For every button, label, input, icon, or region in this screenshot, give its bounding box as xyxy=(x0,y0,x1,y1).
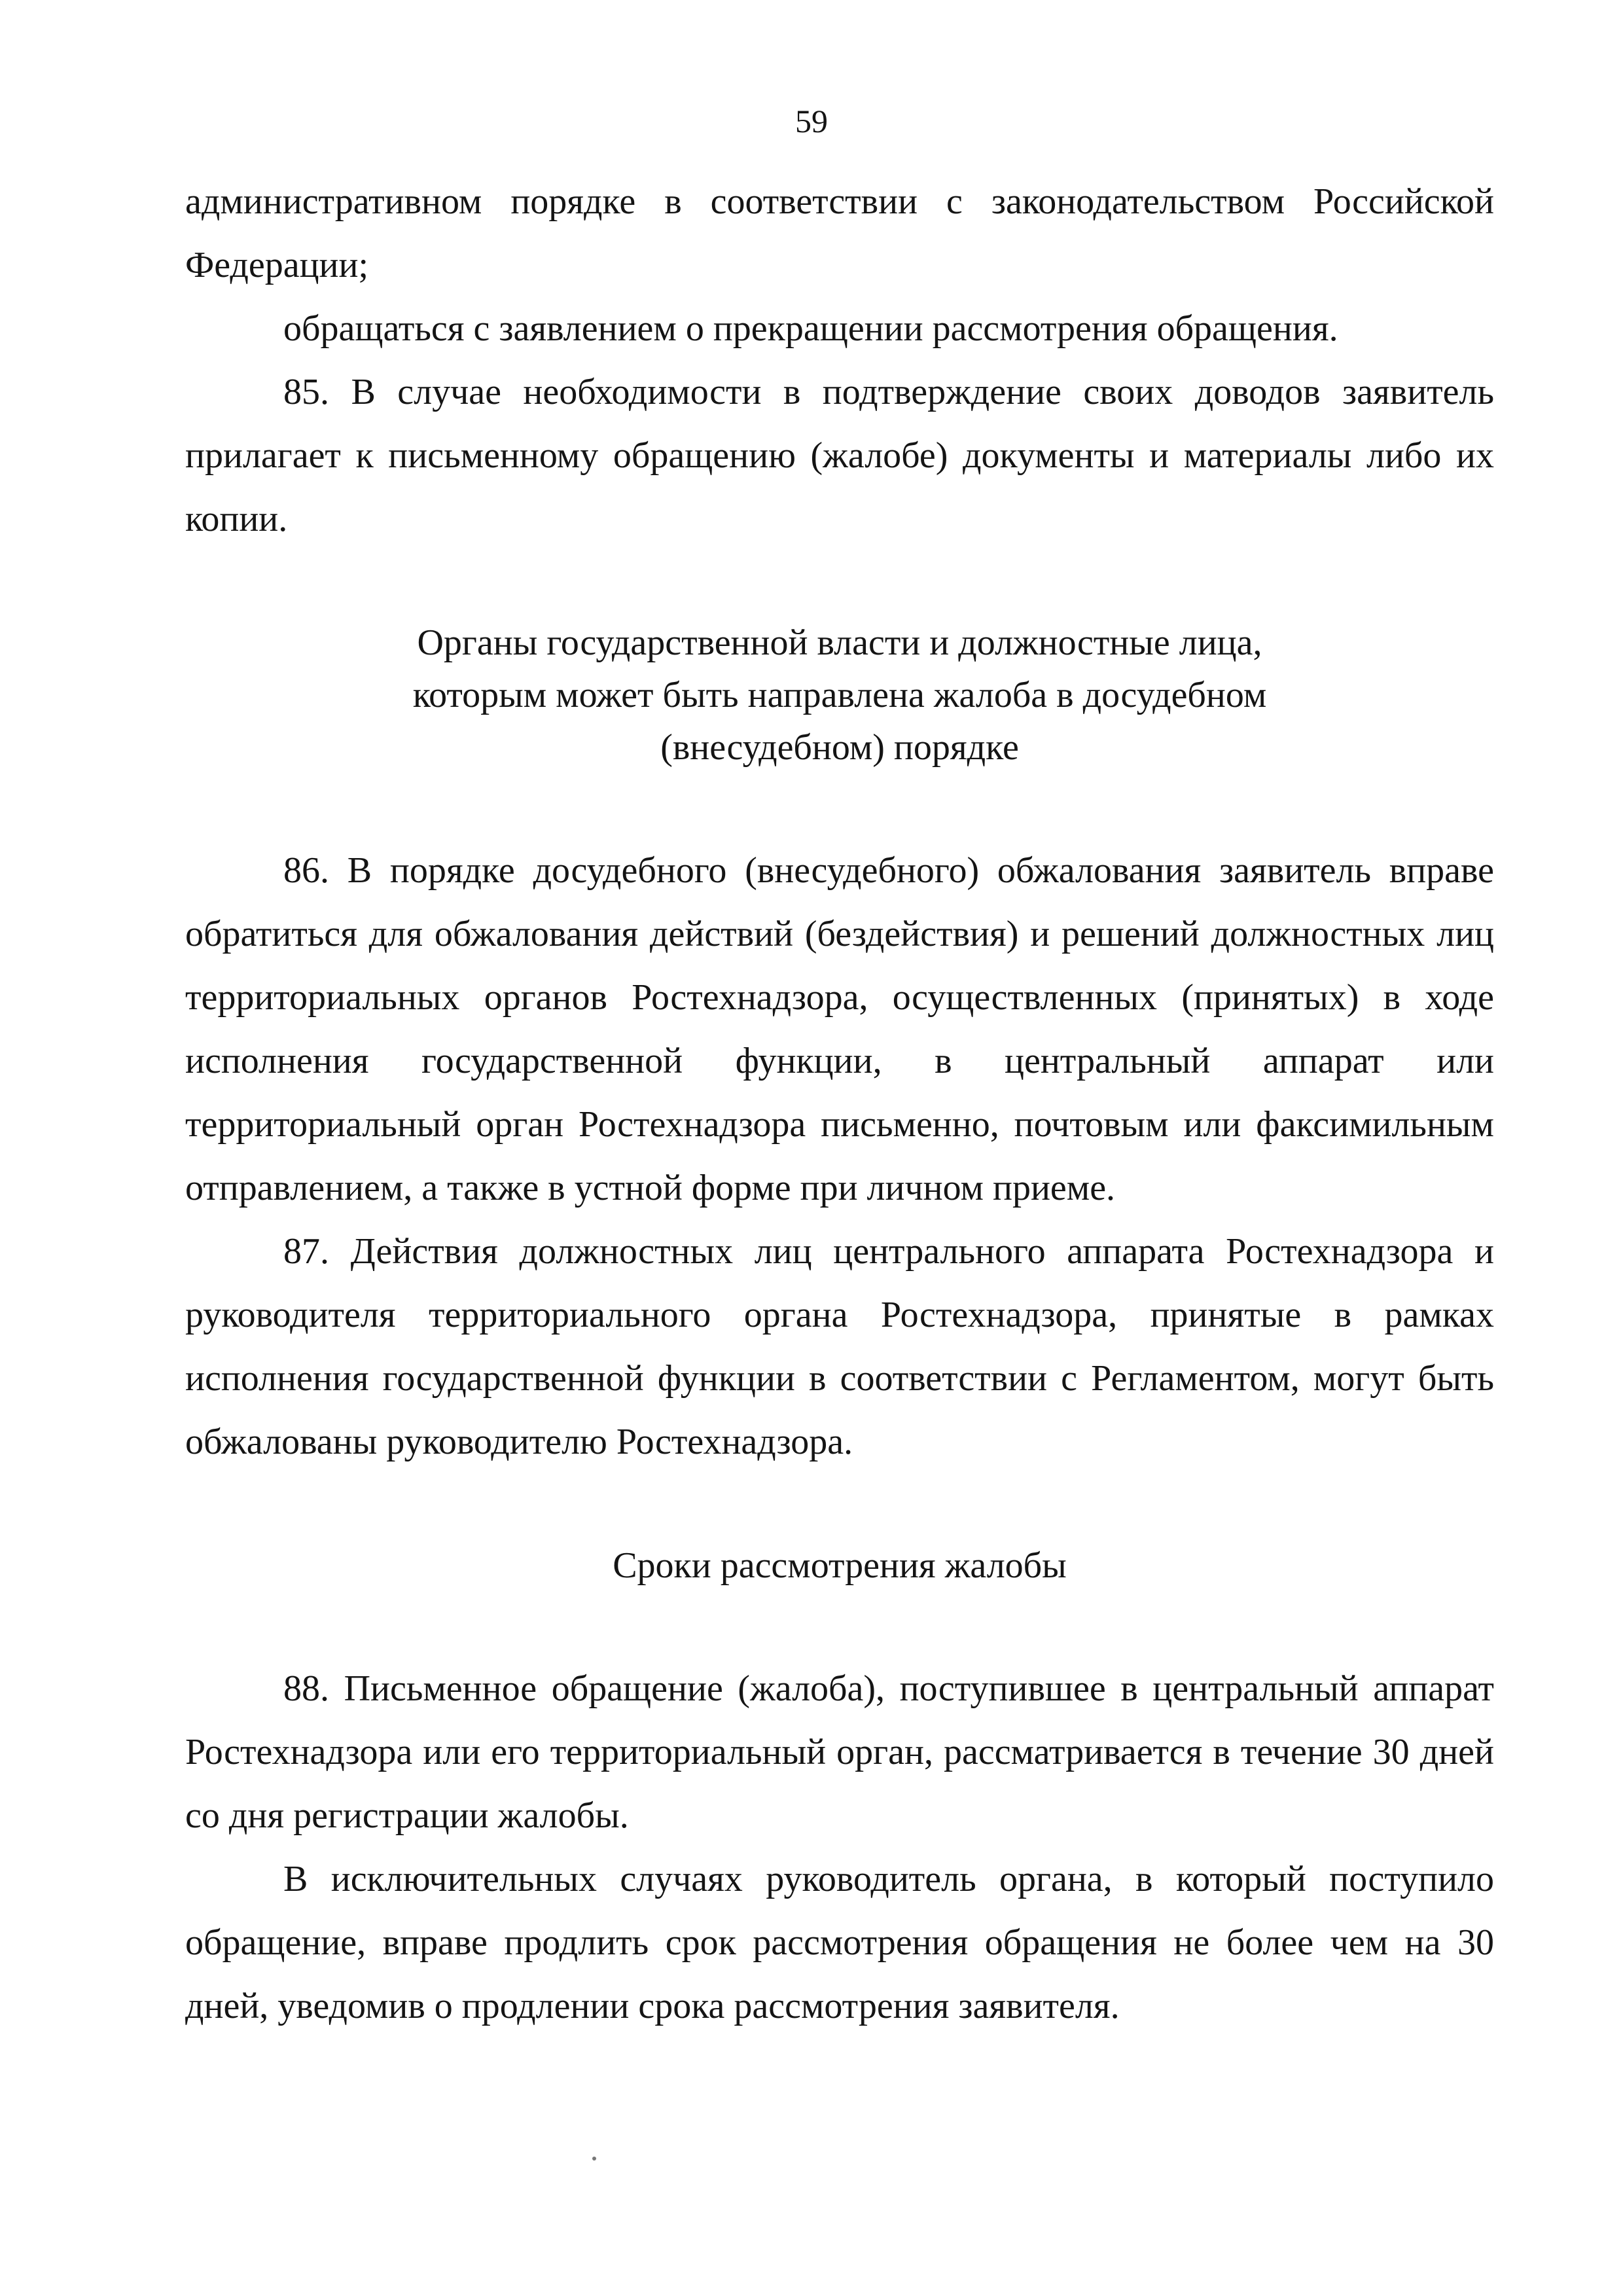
paragraph-exceptional-cases: В исключительных случаях руководитель органа, в который поступило обращение, вправе продлить срок рассмотрения обращения не более чем на 30 дней, уведомив о продлении срока рассмотрения заявителя. xyxy=(185,1859,1494,2026)
section-heading-authorities xyxy=(185,617,1494,774)
paragraph-86: 86. В порядке досудебного (внесудебного) обжалования заявитель вправе обратиться для обжалования действий (бездействия) и решений должностных лиц территориальных органов Ростехнадзора, осуществленных (принятых) в ходе исполнения государственной функции, в центральный аппарат или территориальный орган Ростехнадзора письменно, почтовым или факсимильным отправлением, а также в устной форме при личном приеме. xyxy=(185,850,1494,1208)
scan-speck xyxy=(592,2157,596,2161)
heading-line: (внесудебном) порядке xyxy=(660,727,1019,768)
paragraph-85: 85. В случае необходимости в подтверждение своих доводов заявитель прилагает к письменному обращению (жалобе) документы и материалы либо их копии. xyxy=(185,372,1494,539)
document-body xyxy=(185,170,1494,2038)
heading-line: которым может быть направлена жалоба в досудебном xyxy=(412,675,1267,715)
paragraph: обращаться с заявлением о прекращении рассмотрения обращения. xyxy=(283,308,1338,349)
paragraph-88: 88. Письменное обращение (жалоба), поступившее в центральный аппарат Ростехнадзора или его территориальный орган, рассматривается в течение 30 дней со дня регистрации жалобы. xyxy=(185,1668,1494,1836)
paragraph-87: 87. Действия должностных лиц центрального аппарата Ростехнадзора и руководителя территориального органа Ростехнадзора, принятые в рамках исполнения государственной функции в соответствии с Регламентом, могут быть обжалованы руководителю Ростехнадзора. xyxy=(185,1231,1494,1462)
section-heading-terms: Сроки рассмотрения жалобы xyxy=(613,1545,1067,1586)
heading-line: Органы государственной власти и должностные лица, xyxy=(417,622,1262,663)
paragraph-continuation: административном порядке в соответствии с законодательством Российской Федерации; xyxy=(185,181,1494,285)
page-number: 59 xyxy=(795,103,828,139)
